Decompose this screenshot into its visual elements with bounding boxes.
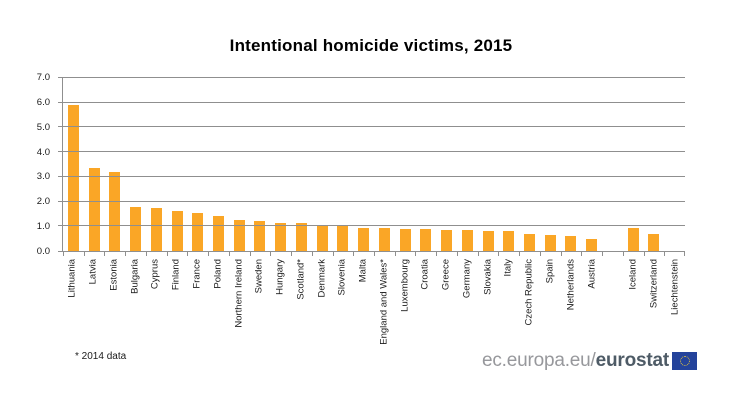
x-tick — [229, 251, 230, 256]
bar — [296, 223, 307, 251]
x-tick — [84, 251, 85, 256]
bar — [109, 172, 120, 251]
x-axis-label: Latvia — [87, 259, 99, 285]
x-tick — [478, 251, 479, 256]
x-tick — [250, 251, 251, 256]
x-axis-label: Cyprus — [149, 259, 161, 290]
y-tick — [58, 77, 63, 78]
logo-brand-text: eurostat — [595, 350, 669, 371]
x-tick — [602, 251, 603, 256]
gridline — [63, 201, 685, 202]
x-axis-label: Poland — [212, 259, 224, 289]
bar — [213, 216, 224, 251]
gridline — [63, 176, 685, 177]
y-axis-label: 3.0 — [36, 171, 50, 183]
x-tick — [333, 251, 334, 256]
x-tick — [561, 251, 562, 256]
bar — [545, 235, 556, 251]
bar — [172, 211, 183, 251]
x-tick — [312, 251, 313, 256]
x-label-slot — [249, 259, 270, 361]
x-axis-label: Estonia — [108, 259, 120, 291]
x-tick — [270, 251, 271, 256]
x-axis-label: Northern Ireland — [233, 259, 244, 328]
x-tick — [664, 251, 665, 256]
x-label-slot — [187, 259, 208, 361]
x-axis-label: Scotland* — [295, 259, 307, 300]
x-tick — [519, 251, 520, 256]
x-axis-label: Croatia — [419, 259, 431, 290]
bar — [565, 236, 576, 251]
x-axis-label: Czech Republic — [523, 259, 535, 326]
gridline — [63, 102, 685, 103]
x-tick — [415, 251, 416, 256]
bar — [586, 239, 597, 251]
x-axis-label: Sweden — [253, 259, 265, 294]
x-label-slot — [270, 259, 291, 361]
x-tick — [457, 251, 458, 256]
x-label-slot — [228, 259, 249, 361]
y-axis-label: 6.0 — [36, 96, 50, 108]
bar — [628, 228, 639, 251]
x-label-slot — [498, 259, 519, 361]
bar — [420, 229, 431, 251]
x-label-slot — [643, 259, 664, 361]
y-tick — [58, 201, 63, 202]
eurostat-logo — [482, 350, 697, 372]
x-label-slot — [394, 259, 415, 361]
x-label-slot — [477, 259, 498, 361]
plot-area — [62, 78, 685, 252]
y-axis-labels — [0, 72, 50, 257]
x-label-slot — [581, 259, 602, 361]
y-axis-label: 4.0 — [36, 146, 50, 158]
y-tick — [58, 151, 63, 152]
bar — [337, 226, 348, 251]
bar — [379, 228, 390, 251]
x-tick — [374, 251, 375, 256]
x-label-slot — [602, 259, 623, 361]
x-label-slot — [332, 259, 353, 361]
x-tick — [187, 251, 188, 256]
x-tick — [684, 251, 685, 256]
x-label-slot — [664, 259, 685, 361]
footnote: * 2014 data — [75, 351, 127, 362]
y-axis-label: 1.0 — [36, 221, 50, 233]
x-axis-label: France — [191, 259, 203, 289]
y-tick — [58, 251, 63, 252]
x-label-slot — [623, 259, 644, 361]
bar — [89, 168, 100, 251]
y-axis-label: 2.0 — [36, 196, 50, 208]
x-axis-label: Hungary — [274, 259, 286, 295]
x-label-slot — [373, 259, 394, 361]
x-tick — [498, 251, 499, 256]
x-tick — [63, 251, 64, 256]
x-axis-ticks — [63, 251, 685, 256]
x-axis-label: Slovakia — [482, 259, 494, 295]
bar — [462, 230, 473, 251]
x-axis-label: Malta — [357, 259, 369, 283]
x-axis-label: Netherlands — [565, 259, 577, 311]
bar — [400, 229, 411, 251]
x-label-slot — [540, 259, 561, 361]
bar — [483, 231, 494, 251]
gridline — [63, 225, 685, 226]
logo-url-text: ec.europa.eu/ — [482, 350, 596, 371]
x-axis-label: Lithuania — [66, 259, 78, 298]
y-tick — [58, 225, 63, 226]
chart-title: Intentional homicide victims, 2015 — [229, 36, 513, 55]
x-label-slot — [124, 259, 145, 361]
bar — [192, 213, 203, 251]
y-tick — [58, 176, 63, 177]
bar — [317, 226, 328, 251]
x-axis-label: Greece — [440, 259, 452, 291]
bar — [358, 228, 369, 251]
x-tick — [436, 251, 437, 256]
x-axis-label: Austria — [586, 259, 598, 289]
x-label-slot — [104, 259, 125, 361]
bar — [130, 207, 141, 251]
x-tick — [540, 251, 541, 256]
gridline — [63, 126, 685, 127]
x-tick — [581, 251, 582, 256]
x-axis-label: Liechtenstein — [669, 259, 681, 315]
x-label-slot — [290, 259, 311, 361]
x-label-slot — [145, 259, 166, 361]
x-axis-label: Bulgaria — [129, 259, 141, 294]
eu-flag-stars — [680, 356, 690, 366]
x-axis-label: Luxembourg — [399, 259, 411, 312]
x-label-slot — [457, 259, 478, 361]
x-axis-label: England and Wales* — [378, 259, 390, 345]
x-axis-label: Germany — [461, 259, 473, 299]
x-label-slot — [415, 259, 436, 361]
eu-flag-icon — [672, 352, 697, 370]
x-tick — [125, 251, 126, 256]
x-tick — [395, 251, 396, 256]
x-label-slot — [519, 259, 540, 361]
x-axis-label: Iceland — [627, 259, 639, 290]
y-tick — [58, 126, 63, 127]
x-tick — [291, 251, 292, 256]
x-label-slot — [166, 259, 187, 361]
x-tick — [623, 251, 624, 256]
bar — [524, 234, 535, 251]
x-label-slot — [560, 259, 581, 361]
x-label-slot — [207, 259, 228, 361]
x-axis-label: Switzerland — [648, 259, 660, 309]
bar — [648, 234, 659, 251]
bar — [441, 230, 452, 251]
x-axis-label: Denmark — [316, 259, 328, 298]
x-label-slot — [436, 259, 457, 361]
x-label-slot — [83, 259, 104, 361]
bar — [151, 208, 162, 251]
x-axis-category-labels — [62, 259, 685, 361]
x-label-slot — [353, 259, 374, 361]
gridline — [63, 77, 685, 78]
x-axis-label: Slovenia — [336, 259, 348, 296]
x-tick — [104, 251, 105, 256]
x-axis-label: Italy — [502, 259, 514, 277]
x-tick — [146, 251, 147, 256]
x-axis-label: Spain — [544, 259, 556, 284]
x-axis-label: Finland — [170, 259, 182, 291]
x-tick — [208, 251, 209, 256]
y-axis-label: 7.0 — [36, 72, 50, 83]
y-axis-label: 0.0 — [36, 246, 50, 257]
x-label-slot — [311, 259, 332, 361]
bar — [275, 223, 286, 251]
y-axis-label: 5.0 — [36, 121, 50, 133]
bar — [503, 231, 514, 251]
y-tick — [58, 102, 63, 103]
gridline — [63, 151, 685, 152]
x-label-slot — [62, 259, 83, 361]
x-tick — [353, 251, 354, 256]
x-tick — [644, 251, 645, 256]
x-tick — [167, 251, 168, 256]
